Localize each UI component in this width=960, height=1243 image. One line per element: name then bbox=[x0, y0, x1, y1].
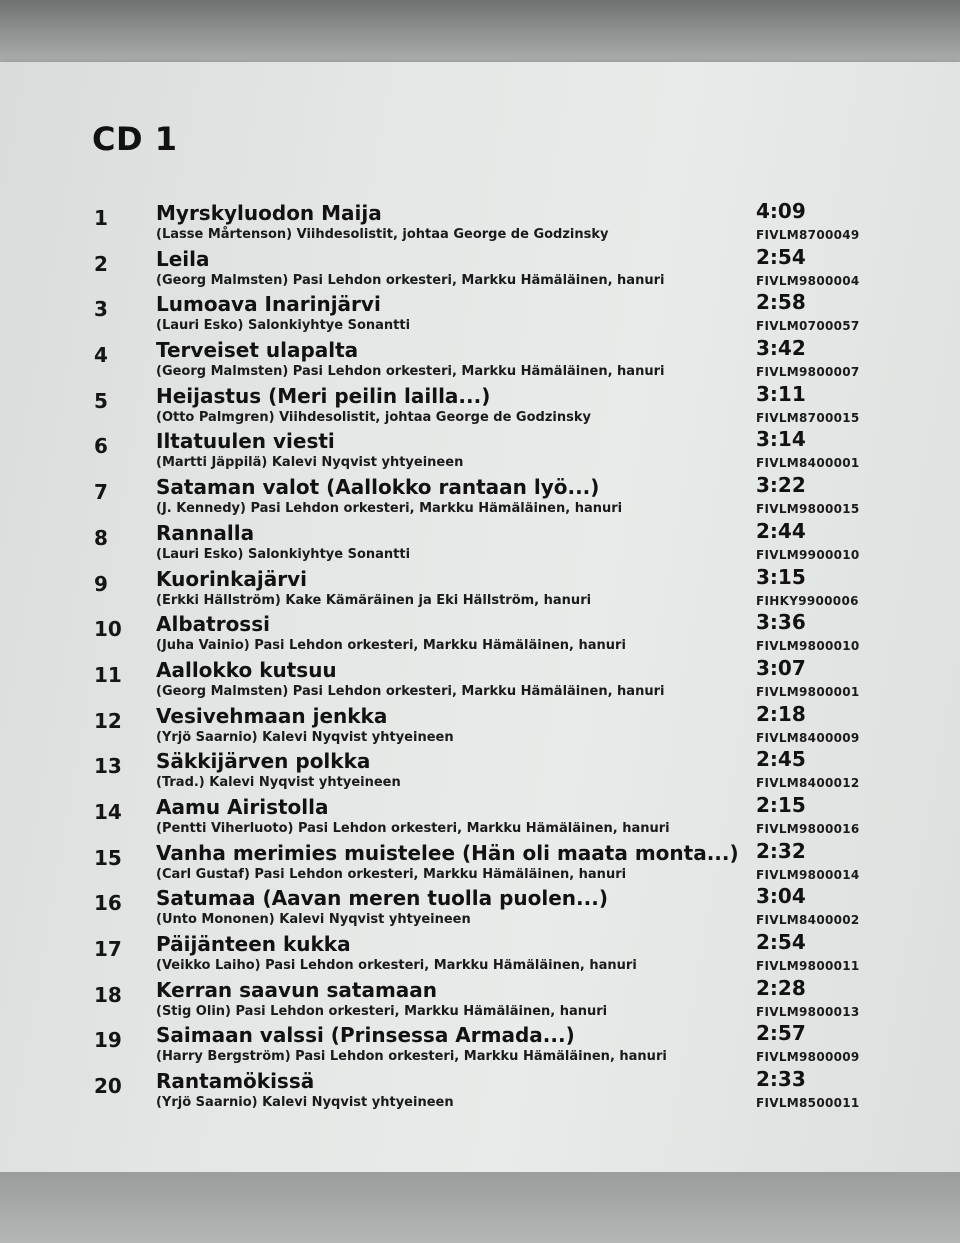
track-credit: (Erkki Hällström) Kake Kämäräinen ja Eki Hällström, hanuri bbox=[156, 592, 592, 608]
background-bottom bbox=[0, 1172, 960, 1243]
track-credit: (Lasse Mårtenson) Viihdesolistit, johtaa George de Godzinsky bbox=[156, 227, 609, 242]
track-title: Päijänteen kukka bbox=[156, 932, 351, 956]
track-duration: 2:18 bbox=[756, 701, 806, 726]
track-isrc-code: FIVLM8400001 bbox=[756, 456, 860, 471]
track-duration: 2:15 bbox=[756, 792, 806, 817]
track-credit: (Lauri Esko) Salonkiyhtye Sonantti bbox=[156, 318, 411, 334]
track-row bbox=[90, 701, 890, 747]
track-title: Rantamökissä bbox=[156, 1069, 315, 1094]
track-number: 15 bbox=[94, 845, 122, 870]
track-row bbox=[90, 883, 890, 929]
track-number: 10 bbox=[94, 617, 122, 642]
track-isrc-code: FIVLM9800001 bbox=[756, 684, 860, 699]
track-title: Iltatuulen viesti bbox=[156, 429, 335, 454]
track-row bbox=[90, 792, 890, 838]
track-number: 1 bbox=[94, 206, 108, 230]
track-duration: 3:07 bbox=[756, 655, 806, 680]
track-isrc-code: FIVLM8400002 bbox=[756, 913, 860, 928]
track-duration: 2:44 bbox=[756, 518, 806, 543]
track-list bbox=[90, 198, 890, 1112]
track-isrc-code: FIVLM8700015 bbox=[756, 410, 860, 425]
track-credit: (Georg Malmsten) Pasi Lehdon orkesteri, Markku Hämäläinen, hanuri bbox=[156, 364, 665, 380]
track-duration: 2:54 bbox=[756, 930, 806, 954]
track-number: 16 bbox=[94, 891, 122, 916]
track-number: 20 bbox=[94, 1074, 122, 1099]
track-isrc-code: FIVLM9800011 bbox=[756, 959, 860, 973]
track-credit: (Lauri Esko) Salonkiyhtye Sonantti bbox=[156, 546, 411, 562]
track-credit: (Yrjö Saarnio) Kalevi Nyqvist yhtyeineen bbox=[156, 1095, 454, 1111]
track-duration: 3:11 bbox=[756, 381, 806, 406]
track-row bbox=[90, 289, 890, 335]
cd-heading: CD 1 bbox=[92, 120, 178, 158]
track-title: Saimaan valssi (Prinsessa Armada...) bbox=[156, 1023, 575, 1048]
track-credit: (Yrjö Saarnio) Kalevi Nyqvist yhtyeineen bbox=[156, 729, 454, 745]
track-duration: 2:58 bbox=[756, 290, 806, 315]
track-title: Lumoava Inarinjärvi bbox=[156, 292, 381, 317]
track-duration: 2:32 bbox=[756, 838, 806, 863]
track-row bbox=[90, 609, 890, 655]
track-title: Kerran saavun satamaan bbox=[156, 977, 438, 1002]
track-title: Vesivehmaan jenkka bbox=[156, 703, 388, 728]
track-credit: (Stig Olin) Pasi Lehdon orkesteri, Markku Hämäläinen, hanuri bbox=[156, 1003, 608, 1019]
track-credit: (Georg Malmsten) Pasi Lehdon orkesteri, Markku Hämäläinen, hanuri bbox=[156, 272, 665, 288]
track-title: Leila bbox=[156, 246, 210, 271]
track-duration: 3:14 bbox=[756, 427, 806, 452]
track-number: 12 bbox=[94, 708, 122, 733]
track-credit: (Unto Mononen) Kalevi Nyqvist yhtyeineen bbox=[156, 912, 471, 928]
track-title: Myrskyluodon Maija bbox=[156, 201, 382, 225]
track-title: Aamu Airistolla bbox=[156, 794, 329, 819]
track-isrc-code: FIVLM8400012 bbox=[756, 776, 860, 791]
track-duration: 3:15 bbox=[756, 564, 806, 589]
track-credit: (Georg Malmsten) Pasi Lehdon orkesteri, Markku Hämäläinen, hanuri bbox=[156, 683, 665, 699]
track-title: Aallokko kutsuu bbox=[156, 657, 337, 682]
track-duration: 3:36 bbox=[756, 610, 806, 635]
track-isrc-code: FIVLM9800004 bbox=[756, 273, 860, 288]
track-duration: 2:28 bbox=[756, 975, 806, 1000]
track-isrc-code: FIVLM9800015 bbox=[756, 502, 860, 517]
track-credit: (Otto Palmgren) Viihdesolistit, johtaa George de Godzinsky bbox=[156, 409, 591, 425]
track-number: 2 bbox=[94, 251, 108, 276]
track-title: Sataman valot (Aallokko rantaan lyö...) bbox=[156, 475, 600, 500]
track-credit: (Martti Jäppilä) Kalevi Nyqvist yhtyeineen bbox=[156, 455, 464, 471]
track-title: Vanha merimies muistelee (Hän oli maata monta...) bbox=[156, 840, 739, 865]
track-row bbox=[90, 1066, 890, 1112]
track-isrc-code: FIVLM9800013 bbox=[756, 1004, 860, 1019]
track-credit: (Carl Gustaf) Pasi Lehdon orkesteri, Markku Hämäläinen, hanuri bbox=[156, 866, 627, 882]
background-top bbox=[0, 0, 960, 70]
track-row bbox=[90, 426, 890, 472]
track-row bbox=[90, 655, 890, 701]
track-title: Terveiset ulapalta bbox=[156, 338, 359, 363]
track-credit: (Veikko Laiho) Pasi Lehdon orkesteri, Markku Hämäläinen, hanuri bbox=[156, 958, 637, 973]
track-title: Säkkijärven polkka bbox=[156, 749, 371, 774]
track-row bbox=[90, 564, 890, 610]
track-number: 19 bbox=[94, 1028, 122, 1053]
track-duration: 3:04 bbox=[756, 884, 806, 909]
track-row bbox=[90, 244, 890, 290]
track-row bbox=[90, 1020, 890, 1066]
track-duration: 2:33 bbox=[756, 1067, 806, 1092]
track-isrc-code: FIVLM9800007 bbox=[756, 365, 860, 380]
track-number: 8 bbox=[94, 525, 108, 550]
track-number: 18 bbox=[94, 982, 122, 1007]
track-number: 13 bbox=[94, 754, 122, 779]
track-isrc-code: FIVLM9800014 bbox=[756, 867, 860, 882]
track-title: Kuorinkajärvi bbox=[156, 566, 307, 591]
track-isrc-code: FIVLM9800016 bbox=[756, 821, 860, 836]
track-number: 5 bbox=[94, 388, 108, 413]
track-number: 14 bbox=[94, 799, 122, 824]
track-title: Satumaa (Aavan meren tuolla puolen...) bbox=[156, 886, 608, 911]
track-title: Rannalla bbox=[156, 520, 255, 545]
track-duration: 2:57 bbox=[756, 1021, 806, 1046]
track-duration: 3:22 bbox=[756, 473, 806, 498]
track-duration: 3:42 bbox=[756, 336, 806, 361]
track-credit: (Trad.) Kalevi Nyqvist yhtyeineen bbox=[156, 775, 401, 791]
track-credit: (Harry Bergström) Pasi Lehdon orkesteri, Markku Hämäläinen, hanuri bbox=[156, 1049, 667, 1065]
track-isrc-code: FIVLM9900010 bbox=[756, 547, 860, 562]
track-isrc-code: FIHKY9900006 bbox=[756, 593, 859, 608]
track-row bbox=[90, 198, 890, 244]
track-row bbox=[90, 746, 890, 792]
track-row bbox=[90, 381, 890, 427]
track-duration: 2:45 bbox=[756, 747, 806, 772]
track-row bbox=[90, 472, 890, 518]
track-isrc-code: FIVLM8700049 bbox=[756, 228, 860, 242]
track-credit: (Pentti Viherluoto) Pasi Lehdon orkesteri, Markku Hämäläinen, hanuri bbox=[156, 820, 670, 836]
track-title: Heijastus (Meri peilin lailla...) bbox=[156, 383, 491, 408]
track-row bbox=[90, 335, 890, 381]
track-credit: (Juha Vainio) Pasi Lehdon orkesteri, Markku Hämäläinen, hanuri bbox=[156, 638, 626, 654]
track-row bbox=[90, 975, 890, 1021]
track-isrc-code: FIVLM9800010 bbox=[756, 639, 860, 654]
track-number: 7 bbox=[94, 480, 108, 505]
track-number: 11 bbox=[94, 662, 122, 687]
track-isrc-code: FIVLM8500011 bbox=[756, 1096, 860, 1111]
track-row bbox=[90, 929, 890, 975]
track-isrc-code: FIVLM0700057 bbox=[756, 319, 860, 334]
track-isrc-code: FIVLM8400009 bbox=[756, 730, 860, 745]
track-number: 4 bbox=[94, 343, 108, 368]
track-isrc-code: FIVLM9800009 bbox=[756, 1050, 860, 1065]
track-row bbox=[90, 838, 890, 884]
track-number: 17 bbox=[94, 937, 122, 961]
track-row bbox=[90, 518, 890, 564]
track-number: 3 bbox=[94, 297, 108, 322]
track-title: Albatrossi bbox=[156, 612, 270, 637]
track-number: 9 bbox=[94, 571, 108, 596]
track-duration: 2:54 bbox=[756, 244, 806, 269]
track-credit: (J. Kennedy) Pasi Lehdon orkesteri, Markku Hämäläinen, hanuri bbox=[156, 501, 623, 517]
track-duration: 4:09 bbox=[756, 199, 806, 223]
track-number: 6 bbox=[94, 434, 108, 459]
